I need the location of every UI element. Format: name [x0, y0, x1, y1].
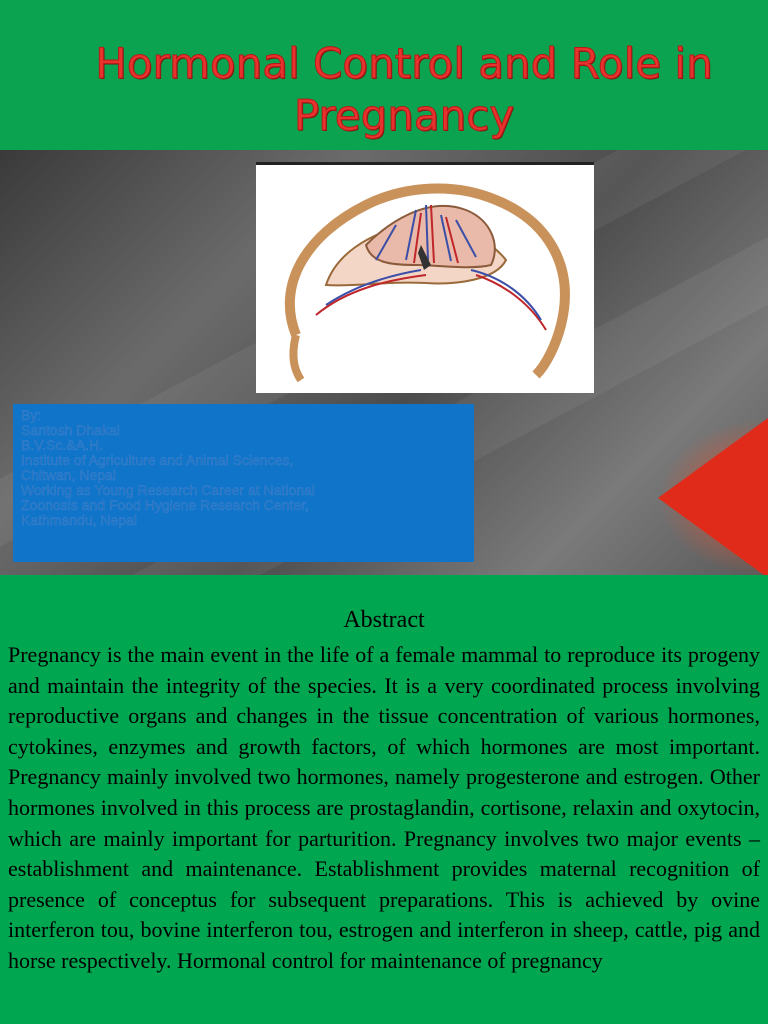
abstract-body: Pregnancy is the main event in the life of a female mammal to reproduce its progeny and maintain the integrity of the species. It is a very coordinated process involving reproductive organs and changes in the tissue concentration of various hormones, cytokines, enzymes and growth factors, of which hormones are most important. Pregnancy mainly involved two hormones, namely progesterone and estrogen. Other hormones involved in this process are prostaglandin, cortisone, relaxin and oxytocin, which are mainly important for parturition. Pregnancy involves two major events – establishment and maintenance. Establishment provides maternal recognition of presence of conceptus for subsequent preparations. This is achieved by ovine interferon tou, bovine interferon tou, estrogen and interferon in sheep, cattle, pig and horse respectively. Hormonal control for maintenance of pregnancy: [8, 642, 760, 973]
byline-line: Zoonosis and Food Hygiene Research Center,: [21, 497, 309, 513]
author-byline: [13, 404, 474, 562]
byline-line: Kathmandu, Nepal: [21, 512, 137, 528]
byline-line: Working as Young Research Career at National: [21, 482, 315, 498]
byline-line: B.V.Sc.&A.H.: [21, 437, 103, 453]
byline-line: By:: [21, 407, 42, 423]
title-slide: [0, 150, 768, 575]
byline-line: Chitwan, Nepal: [21, 467, 116, 483]
uterus-placenta-illustration-icon: [256, 162, 594, 393]
title-band: [0, 0, 768, 150]
byline-line: Institute of Agriculture and Animal Sciences,: [21, 452, 294, 468]
abstract-heading: Abstract: [343, 607, 425, 633]
red-accent-wedge: [658, 418, 768, 575]
page-title: Hormonal Control and Role in Pregnancy: [95, 39, 713, 140]
byline-line: Santosh Dhakal: [21, 422, 120, 438]
